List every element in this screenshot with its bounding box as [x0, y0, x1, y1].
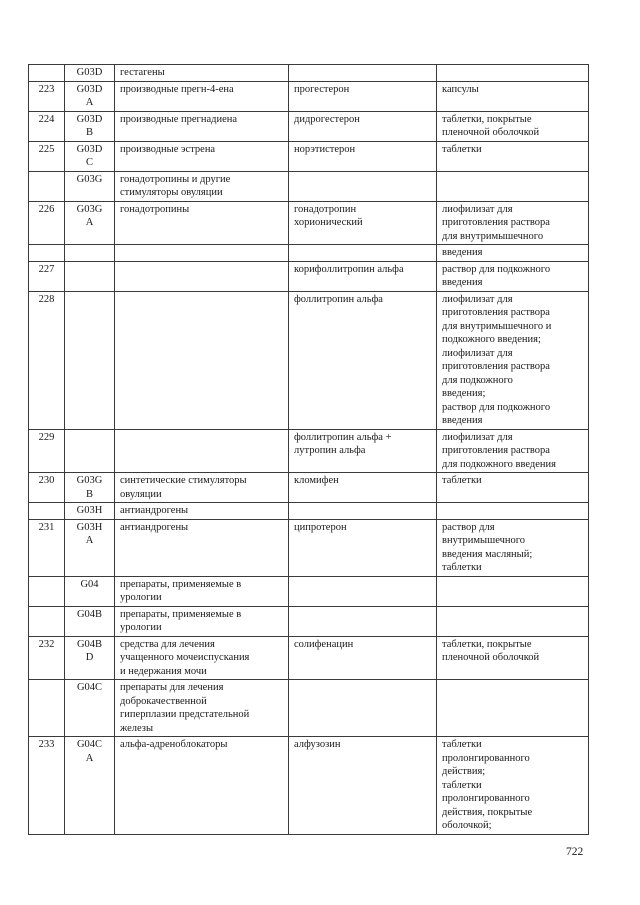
atc-code-cell: [65, 503, 115, 520]
anatomic-therapeutic-group-cell: [115, 473, 289, 503]
drug-substance-cell: [289, 291, 437, 429]
anatomic-therapeutic-group: альфа-адреноблокаторы: [120, 739, 228, 750]
drug-substance-cell: [289, 245, 437, 262]
atc-code-cell: [65, 201, 115, 245]
atc-code-cell: [65, 737, 115, 835]
row-number: 233: [38, 739, 55, 750]
table-row: [29, 65, 589, 82]
row-number-cell: [29, 141, 65, 171]
atc-code: G03G B: [76, 475, 103, 500]
row-number-cell: [29, 737, 65, 835]
dosage-form-cell: [437, 636, 589, 680]
row-number-cell: [29, 171, 65, 201]
drug-substance: ципротерон: [294, 521, 347, 533]
row-number: 224: [38, 113, 55, 125]
drug-substance-cell: [289, 201, 437, 245]
anatomic-therapeutic-group-cell: [115, 261, 289, 291]
anatomic-therapeutic-group: производные эстрена: [120, 143, 216, 155]
table-body: [29, 65, 589, 835]
anatomic-therapeutic-group-cell: [115, 171, 289, 201]
atc-code-cell: [65, 81, 115, 111]
anatomic-therapeutic-group-cell: [115, 201, 289, 245]
table-row: [29, 291, 589, 429]
dosage-form-cell: [437, 606, 589, 636]
dosage-form-cell: [437, 473, 589, 503]
table-row: [29, 429, 589, 473]
dosage-form-cell: [437, 65, 589, 82]
drug-substance-cell: [289, 171, 437, 201]
atc-code-cell: [65, 606, 115, 636]
dosage-form-cell: [437, 291, 589, 429]
table-row: [29, 81, 589, 111]
drug-substance-cell: [289, 576, 437, 606]
drug-substance-cell: [289, 81, 437, 111]
dosage-form-cell: [437, 737, 589, 835]
drug-substance: прогестерон: [294, 83, 350, 95]
anatomic-therapeutic-group-cell: [115, 291, 289, 429]
dosage-form-cell: [437, 245, 589, 262]
dosage-form: таблетки пролонгированного действия; таблетки пролонгированного действия, покрытые оболочкой;: [442, 739, 533, 831]
anatomic-therapeutic-group: гонадотропины: [120, 203, 190, 215]
dosage-form-cell: [437, 503, 589, 520]
anatomic-therapeutic-group-cell: [115, 576, 289, 606]
atc-code: G04: [80, 578, 99, 590]
drug-substance: норэтистерон: [294, 143, 356, 155]
anatomic-therapeutic-group: антиандрогены: [120, 521, 189, 533]
anatomic-therapeutic-group-cell: [115, 429, 289, 473]
drug-substance-cell: [289, 65, 437, 82]
drug-substance: дидрогестерон: [294, 113, 360, 125]
dosage-form: раствор для подкожного введения: [442, 263, 551, 288]
dosage-form: таблетки: [442, 143, 482, 155]
dosage-form: лиофилизат для приготовления раствора для внутримышечного и подкожного введения; лиофилизат для приготовления раствора для подкожного введения; раствор для подкожного введения: [442, 293, 552, 426]
row-number-cell: [29, 503, 65, 520]
dosage-form: введения: [442, 247, 483, 258]
table-row: [29, 171, 589, 201]
table-row: [29, 261, 589, 291]
row-number-cell: [29, 473, 65, 503]
anatomic-therapeutic-group-cell: [115, 503, 289, 520]
dosage-form: раствор для внутримышечного введения масляный; таблетки: [442, 521, 533, 573]
drug-substance: гонадотропин хорионический: [294, 203, 363, 228]
table-row: [29, 519, 589, 576]
row-number-cell: [29, 261, 65, 291]
table-row: [29, 141, 589, 171]
row-number: 231: [38, 521, 55, 533]
atc-code-cell: [65, 111, 115, 141]
dosage-form-cell: [437, 261, 589, 291]
drug-substance: кломифен: [294, 475, 339, 486]
dosage-form-cell: [437, 171, 589, 201]
atc-code-cell: [65, 291, 115, 429]
table-row: [29, 636, 589, 680]
drug-substance-cell: [289, 429, 437, 473]
dosage-form-cell: [437, 576, 589, 606]
anatomic-therapeutic-group-cell: [115, 737, 289, 835]
row-number: 225: [38, 143, 55, 155]
row-number-cell: [29, 636, 65, 680]
anatomic-therapeutic-group: производные прегн-4-ена: [120, 83, 234, 95]
row-number-cell: [29, 680, 65, 737]
anatomic-therapeutic-group-cell: [115, 636, 289, 680]
table-row: [29, 737, 589, 835]
anatomic-therapeutic-group: средства для лечения учащенного мочеиспускания и недержания мочи: [120, 638, 250, 677]
atc-code-cell: [65, 680, 115, 737]
row-number-cell: [29, 291, 65, 429]
row-number: 227: [38, 263, 55, 275]
anatomic-therapeutic-group-cell: [115, 65, 289, 82]
atc-code-cell: [65, 141, 115, 171]
drug-substance-cell: [289, 141, 437, 171]
anatomic-therapeutic-group: препараты, применяемые в урологии: [120, 578, 242, 603]
row-number-cell: [29, 576, 65, 606]
drug-substance-cell: [289, 261, 437, 291]
dosage-form: лиофилизат для приготовления раствора для внутримышечного: [442, 203, 550, 242]
drug-substance-cell: [289, 606, 437, 636]
table-row: [29, 503, 589, 520]
dosage-form-cell: [437, 81, 589, 111]
table-row: [29, 473, 589, 503]
dosage-form: таблетки, покрытые пленочной оболочкой: [442, 638, 540, 663]
row-number: 226: [38, 203, 55, 215]
dosage-form: таблетки, покрытые пленочной оболочкой: [442, 113, 540, 138]
drug-substance-cell: [289, 519, 437, 576]
atc-code-cell: [65, 636, 115, 680]
row-number: 223: [38, 83, 55, 95]
row-number: 230: [38, 475, 55, 486]
table-row: [29, 111, 589, 141]
anatomic-therapeutic-group: препараты, применяемые в урологии: [120, 608, 242, 633]
row-number: 228: [38, 293, 55, 305]
anatomic-therapeutic-group-cell: [115, 680, 289, 737]
row-number-cell: [29, 65, 65, 82]
atc-code: G04B: [76, 608, 103, 620]
table-row: [29, 606, 589, 636]
anatomic-therapeutic-group-cell: [115, 141, 289, 171]
atc-code-cell: [65, 429, 115, 473]
row-number-cell: [29, 81, 65, 111]
anatomic-therapeutic-group: гонадотропины и другие стимуляторы овуляции: [120, 173, 231, 198]
anatomic-therapeutic-group-cell: [115, 111, 289, 141]
atc-code: G03D C: [76, 143, 103, 168]
row-number-cell: [29, 606, 65, 636]
dosage-form-cell: [437, 429, 589, 473]
row-number-cell: [29, 201, 65, 245]
anatomic-therapeutic-group: синтетические стимуляторы овуляции: [120, 475, 247, 500]
anatomic-therapeutic-group-cell: [115, 81, 289, 111]
atc-code: G04B D: [76, 638, 103, 663]
drug-substance-cell: [289, 737, 437, 835]
atc-code: G03G: [76, 173, 103, 185]
anatomic-therapeutic-group: производные прегнадиена: [120, 113, 238, 125]
row-number-cell: [29, 111, 65, 141]
anatomic-therapeutic-group: препараты для лечения доброкачественной гиперплазии предстательной железы: [120, 682, 250, 734]
atc-code-cell: [65, 576, 115, 606]
drug-substance-cell: [289, 680, 437, 737]
anatomic-therapeutic-group: гестагены: [120, 67, 165, 78]
anatomic-therapeutic-group-cell: [115, 245, 289, 262]
table-row: [29, 201, 589, 245]
atc-code: G04C A: [76, 739, 103, 764]
drug-substance: солифенацин: [294, 638, 354, 650]
atc-code: G03H A: [76, 521, 103, 546]
dosage-form: капсулы: [442, 83, 479, 95]
drug-substance: алфузозин: [294, 739, 341, 750]
anatomic-therapeutic-group-cell: [115, 519, 289, 576]
drug-table: [28, 64, 589, 835]
dosage-form-cell: [437, 141, 589, 171]
dosage-form-cell: [437, 111, 589, 141]
row-number-cell: [29, 245, 65, 262]
atc-code-cell: [65, 171, 115, 201]
atc-code: G03H: [76, 505, 103, 516]
drug-substance-cell: [289, 473, 437, 503]
dosage-form-cell: [437, 680, 589, 737]
atc-code: G04C: [76, 682, 103, 693]
page-number: 722: [566, 846, 584, 858]
table-row: [29, 245, 589, 262]
atc-code: G03D: [76, 67, 103, 78]
table-row: [29, 680, 589, 737]
atc-code-cell: [65, 261, 115, 291]
atc-code: G03D A: [76, 83, 103, 108]
dosage-form-cell: [437, 201, 589, 245]
drug-substance-cell: [289, 636, 437, 680]
dosage-form-cell: [437, 519, 589, 576]
atc-code: G03D B: [76, 113, 103, 138]
dosage-form: таблетки: [442, 475, 482, 486]
table-row: [29, 576, 589, 606]
row-number-cell: [29, 519, 65, 576]
atc-code-cell: [65, 65, 115, 82]
drug-substance-cell: [289, 111, 437, 141]
drug-substance-cell: [289, 503, 437, 520]
dosage-form: лиофилизат для приготовления раствора для подкожного введения: [442, 431, 556, 470]
drug-substance: фоллитропин альфа + лутропин альфа: [294, 431, 392, 456]
anatomic-therapeutic-group: антиандрогены: [120, 505, 189, 516]
drug-substance: корифоллитропин альфа: [294, 263, 404, 275]
atc-code-cell: [65, 519, 115, 576]
anatomic-therapeutic-group-cell: [115, 606, 289, 636]
row-number-cell: [29, 429, 65, 473]
atc-code: G03G A: [76, 203, 103, 228]
drug-substance: фоллитропин альфа: [294, 293, 383, 305]
row-number: 232: [38, 638, 55, 650]
atc-code-cell: [65, 473, 115, 503]
atc-code-cell: [65, 245, 115, 262]
row-number: 229: [38, 431, 55, 443]
